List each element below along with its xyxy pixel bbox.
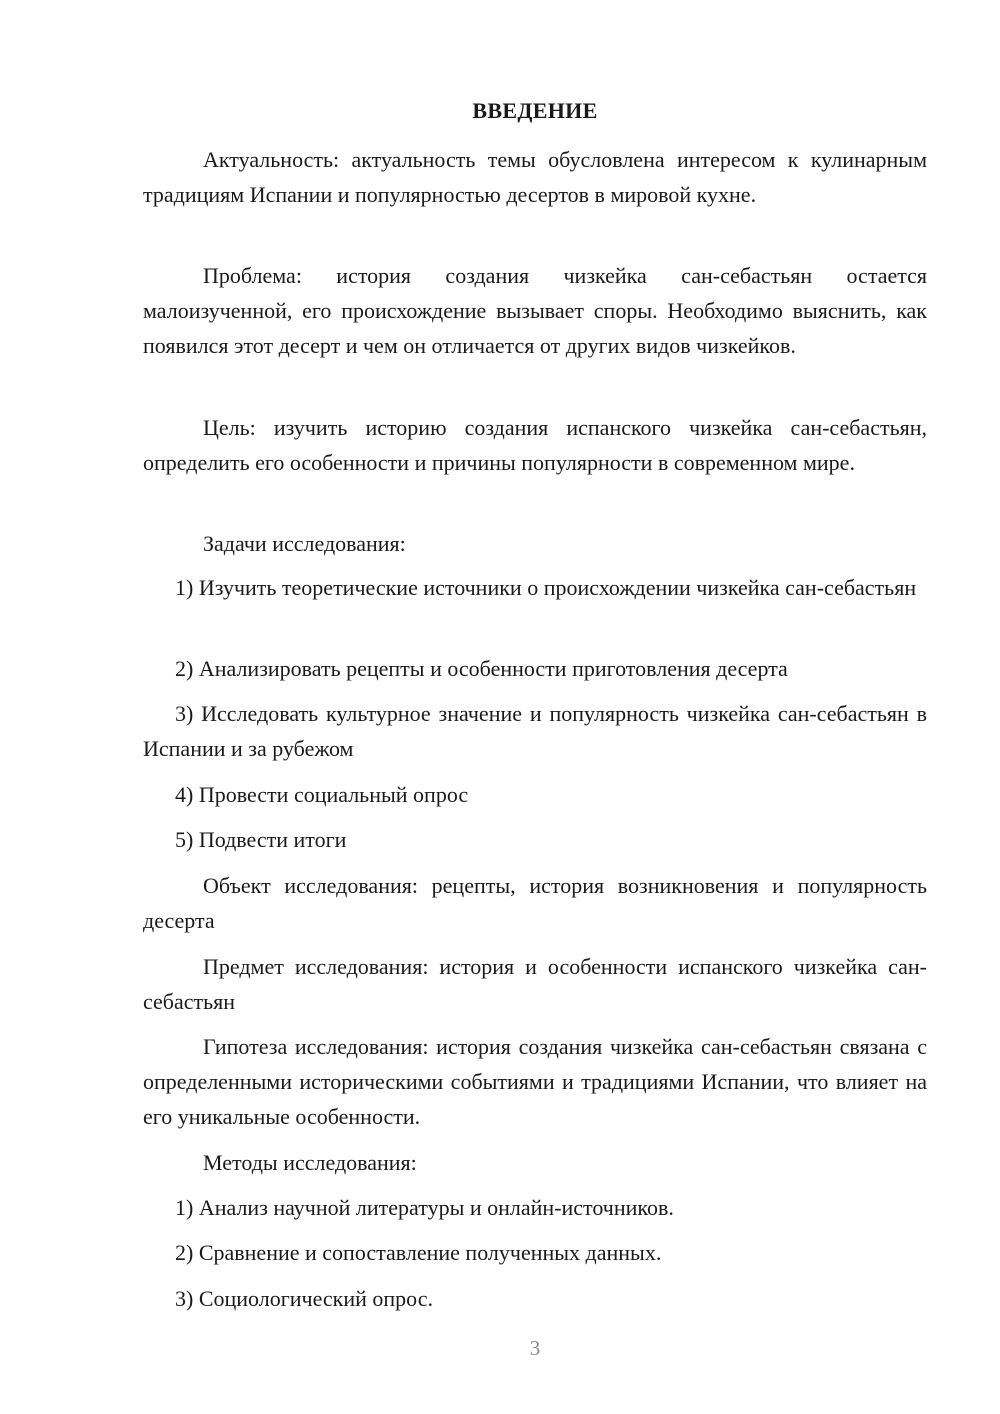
paragraph-subject: Предмет исследования: история и особенности испанского чизкейка сан-себастьян [143, 954, 927, 1014]
page-title: ВВЕДЕНИЕ [472, 98, 598, 123]
page-number: 3 [529, 1336, 541, 1360]
list-item-task-1: 1) Изучить теоретические источники о происхождении чизкейка сан-себастьян [175, 575, 917, 600]
list-item-task-5: 5) Подвести итоги [175, 827, 347, 852]
paragraph-hypothesis: Гипотеза исследования: история создания чизкейка сан-себастьян связана с определенными историческими событиями и традициями Испании, что влияет на его уникальные особенности. [143, 1034, 927, 1129]
list-item-method-3: 3) Социологический опрос. [175, 1286, 433, 1311]
paragraph-methods-heading: Методы исследования: [203, 1150, 417, 1175]
list-item-method-1: 1) Анализ научной литературы и онлайн-источников. [175, 1195, 674, 1220]
paragraph-tasks-heading: Задачи исследования: [203, 531, 406, 556]
list-item-task-3: 3) Исследовать культурное значение и популярность чизкейка сан-себастьян в Испании и за рубежом [143, 701, 927, 761]
list-item-task-4: 4) Провести социальный опрос [175, 782, 469, 807]
paragraph-problem: Проблема: история создания чизкейка сан-себастьян остается малоизученной, его происхождение вызывает споры. Необходимо выяснить, как появился этот десерт и чем он отличается от других видов чизкейков. [143, 263, 927, 358]
list-item-task-2: 2) Анализировать рецепты и особенности приготовления десерта [175, 656, 788, 681]
paragraph-object: Объект исследования: рецепты, история возникновения и популярность десерта [143, 873, 927, 933]
list-item-method-2: 2) Сравнение и сопоставление полученных данных. [175, 1240, 662, 1265]
paragraph-goal: Цель: изучить историю создания испанского чизкейка сан-себастьян, определить его особенности и причины популярности в современном мире. [143, 415, 927, 475]
paragraph-relevance: Актуальность: актуальность темы обусловлена интересом к кулинарным традициям Испании и популярностью десертов в мировой кухне. [143, 147, 927, 207]
